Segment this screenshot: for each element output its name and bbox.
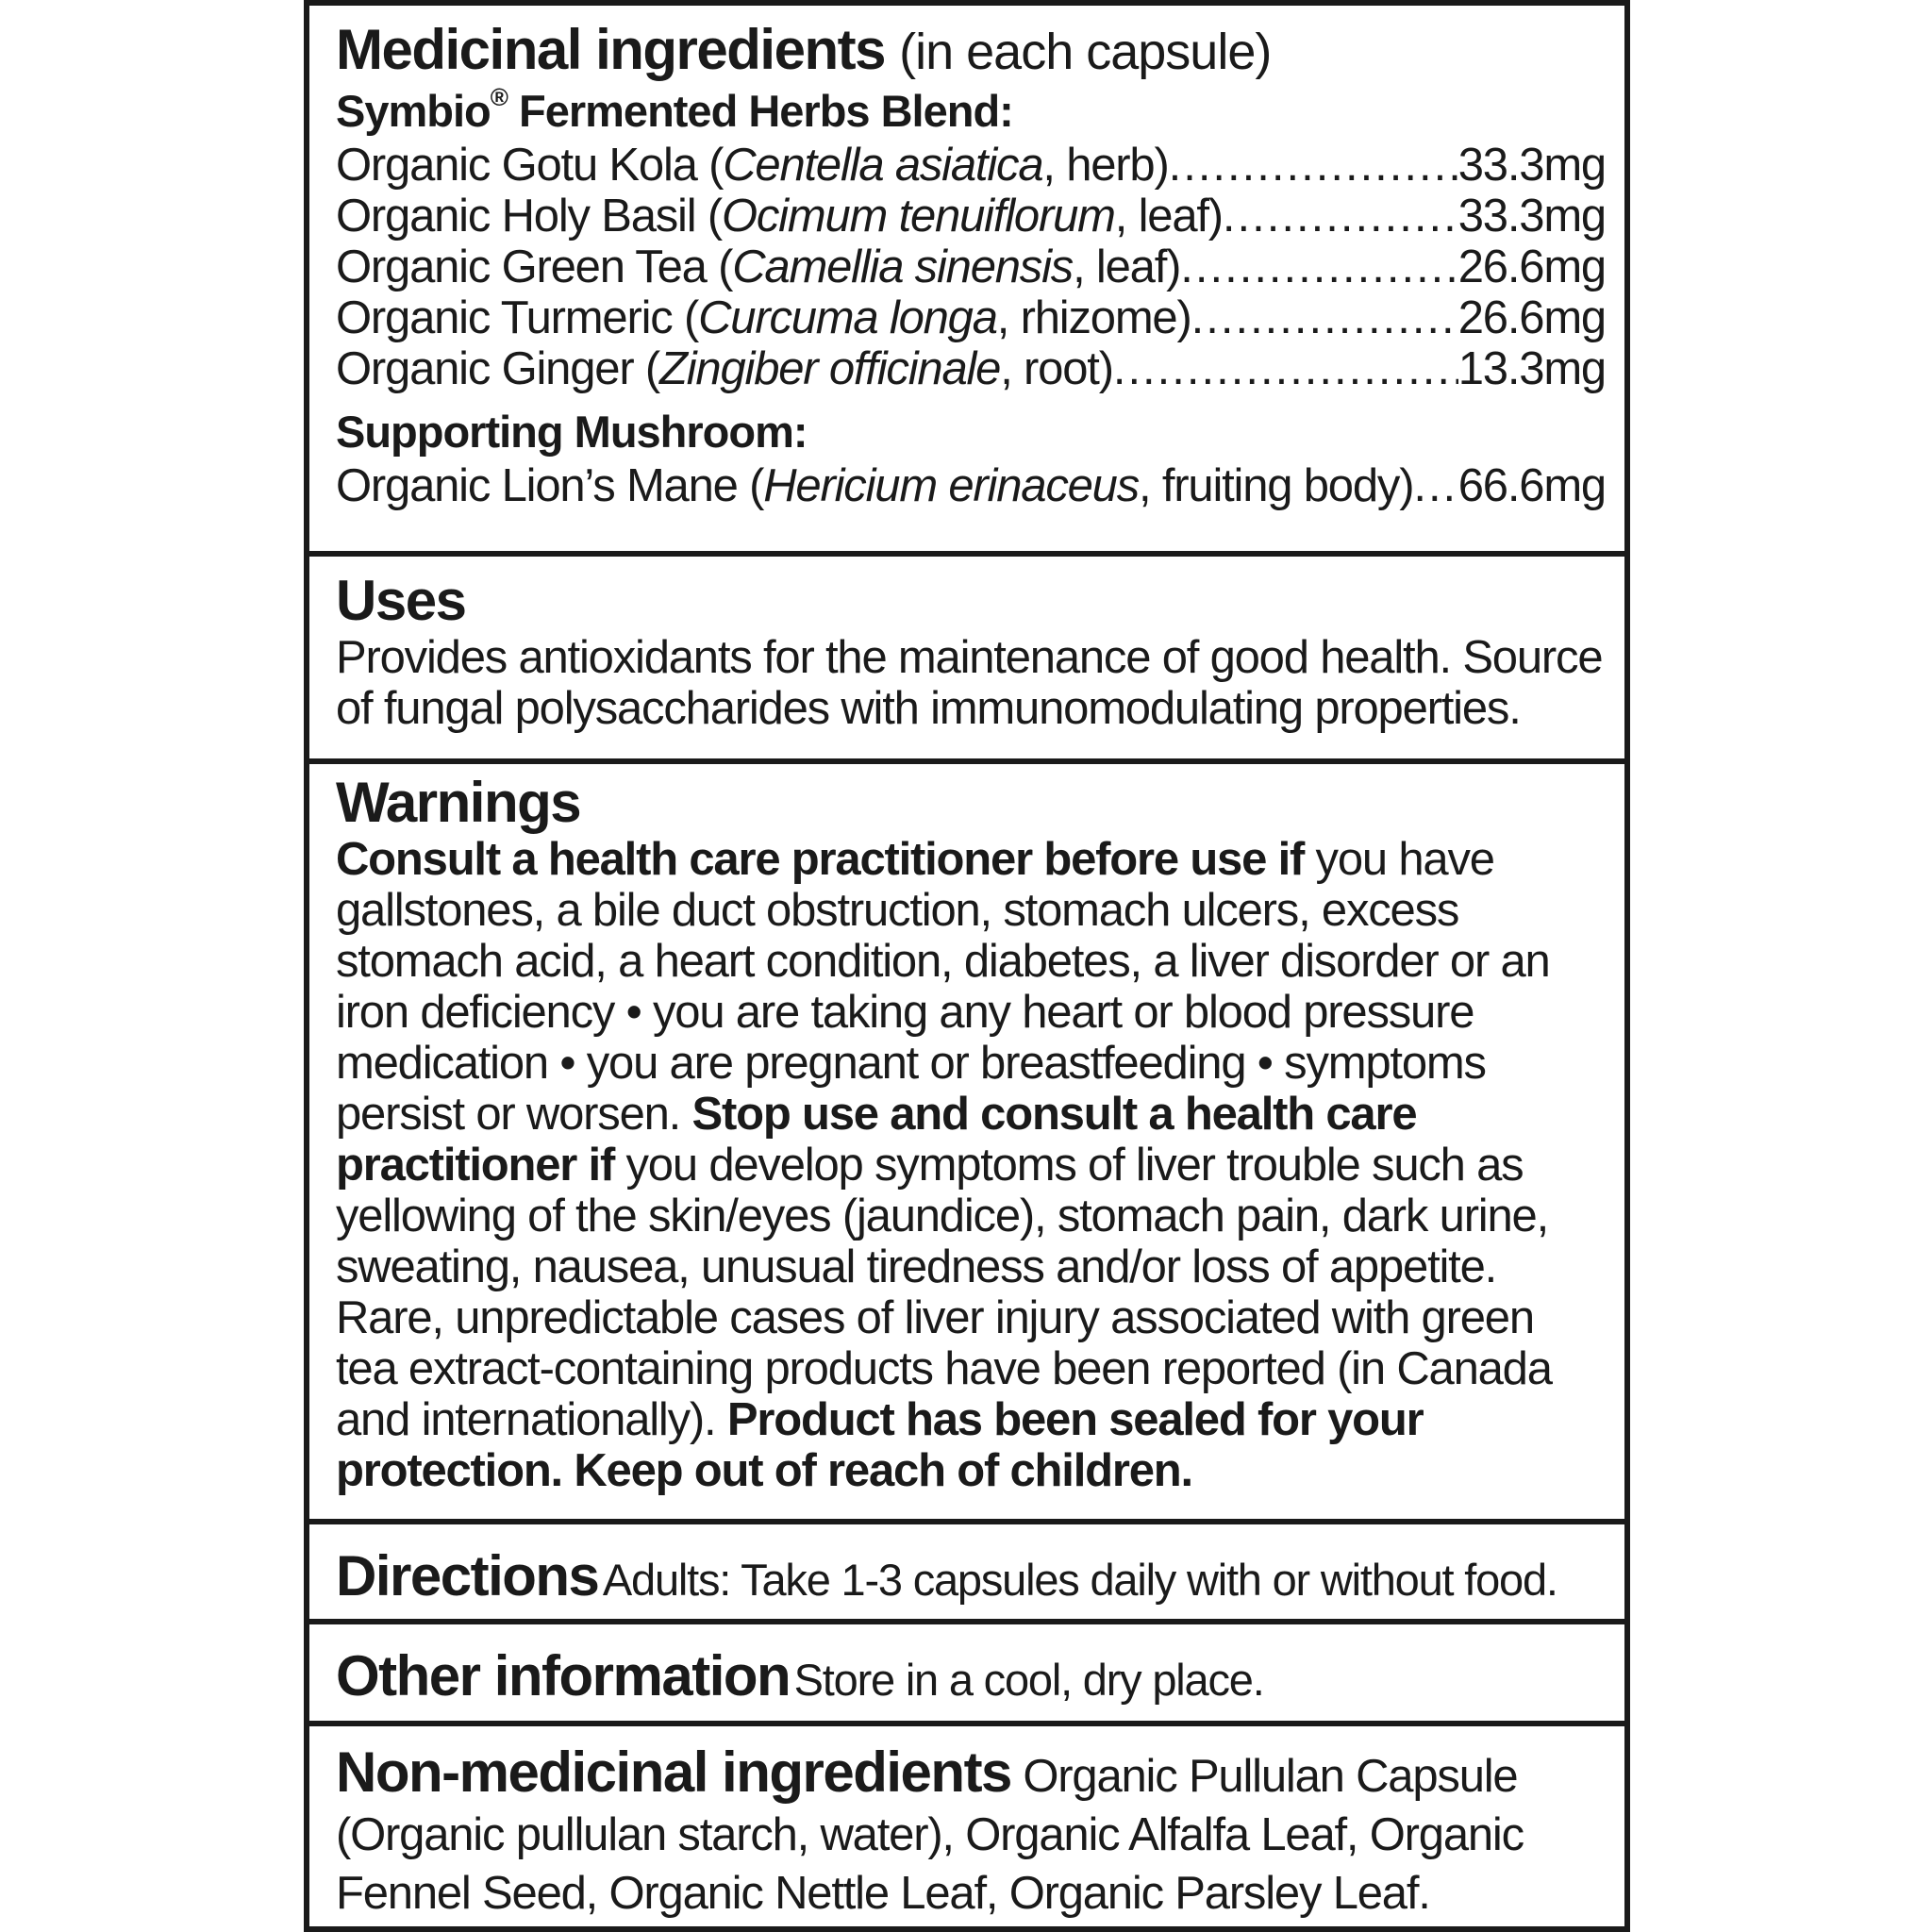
leader-dots [1169, 140, 1458, 191]
other-information-text: Store in a cool, dry place. [793, 1655, 1264, 1705]
leader-dots [1413, 460, 1457, 511]
ingredient-part: , herb) [1042, 140, 1169, 191]
medicinal-heading-note: (in each capsule) [899, 24, 1272, 80]
warning-stop-bold: Stop use and consult a health care practitioner if [336, 1089, 1417, 1191]
ingredient-part: , fruiting body) [1139, 460, 1414, 511]
mushroom-row [336, 460, 1606, 511]
ingredient-description [336, 191, 1223, 242]
ingredient-description [336, 140, 1169, 191]
ingredient-part: , rhizome) [996, 292, 1191, 343]
ingredient-amount: 33.3mg [1457, 140, 1606, 191]
ingredient-amount: 13.3mg [1457, 343, 1606, 394]
ingredient-latin-name: Centella asiatica [723, 140, 1043, 191]
ingredient-latin-name: Curcuma longa [698, 292, 997, 343]
leader-dots [1191, 292, 1458, 343]
ingredient-row [336, 343, 1606, 394]
registered-mark: ® [490, 83, 508, 111]
ingredient-amount: 26.6mg [1457, 292, 1606, 343]
ingredient-row [336, 191, 1606, 242]
blend-heading [336, 83, 1606, 140]
warning-consult-text: you have gallstones, a bile duct obstruction, stomach ulcers, excess stomach acid, a heart condition, diabetes, a liver disorder or an iron deficiency • you are taking any heart or blood pressure medication • you are pregnant or breastfeeding • symptoms persist or worsen. [336, 834, 1550, 1140]
blend-suffix: Fermented Herbs Blend: [519, 86, 1013, 136]
other-information-heading: Other information [336, 1644, 791, 1707]
ingredient-row [336, 140, 1606, 191]
medicinal-ingredients-section [309, 0, 1624, 551]
ingredient-amount: 26.6mg [1457, 242, 1606, 292]
directions-text: Adults: Take 1-3 capsules daily with or without food. [602, 1555, 1557, 1605]
medicinal-heading-line [336, 19, 1606, 83]
ingredient-name: Organic Lion’s Mane ( [336, 460, 764, 511]
ingredient-row [336, 242, 1606, 292]
ingredient-name: Organic Gotu Kola ( [336, 140, 724, 191]
blend-name: Symbio [336, 86, 491, 136]
uses-heading: Uses [336, 569, 466, 632]
non-medicinal-block [336, 1740, 1606, 1923]
warnings-heading: Warnings [336, 771, 581, 834]
ingredient-part: , leaf) [1073, 242, 1181, 292]
other-information-section [309, 1619, 1624, 1721]
ingredient-amount: 66.6mg [1457, 460, 1606, 511]
mushroom-heading: Supporting Mushroom: [336, 407, 808, 457]
ingredient-description [336, 292, 1191, 343]
directions-section [309, 1519, 1624, 1619]
ingredient-latin-name: Camellia sinensis [732, 242, 1074, 292]
leader-dots [1180, 242, 1458, 292]
ingredient-name: Organic Holy Basil ( [336, 191, 722, 242]
warning-stop-text: you develop symptoms of liver trouble such as yellowing of the skin/eyes (jaundice), stomach pain, dark urine, sweating, nausea, unusual tiredness and/or loss of appetite. Rare, unpredictable cases of liver injury associated with green tea extract-containing products have been reported (in Canada and internationally). [336, 1140, 1552, 1445]
non-medicinal-text: Organic Pullulan Capsule (Organic pullulan starch, water), Organic Alfalfa Leaf, Organic Fennel Seed, Organic Nettle Leaf, Organic Parsley Leaf. [336, 1751, 1524, 1919]
ingredient-name: Organic Ginger ( [336, 343, 659, 394]
leader-dots [1223, 191, 1458, 242]
ingredient-description [336, 460, 1413, 511]
ingredient-name: Organic Green Tea ( [336, 242, 733, 292]
ingredient-amount: 33.3mg [1457, 191, 1606, 242]
warning-consult-bold: Consult a health care practitioner before use if [336, 834, 1305, 885]
non-medicinal-heading: Non-medicinal ingredients [336, 1740, 1011, 1804]
warnings-text [336, 834, 1606, 1496]
ingredient-description [336, 242, 1180, 292]
ingredient-latin-name: Hericium erinaceus [763, 460, 1140, 511]
other-information-line [336, 1643, 1606, 1708]
directions-heading: Directions [336, 1544, 599, 1607]
leader-dots [1113, 343, 1458, 394]
directions-line [336, 1543, 1606, 1608]
warning-final-bold: Product has been sealed for your protection. Keep out of reach of children. [336, 1394, 1424, 1496]
uses-text: Provides antioxidants for the maintenance of good health. Source of fungal polysaccharides with immunomodulating properties. [336, 632, 1603, 734]
ingredient-row [336, 292, 1606, 343]
warnings-section [309, 758, 1624, 1519]
ingredient-part: , leaf) [1114, 191, 1223, 242]
ingredient-part: , root) [1000, 343, 1113, 394]
uses-section [309, 551, 1624, 758]
non-medicinal-section [309, 1721, 1624, 1932]
medicinal-heading: Medicinal ingredients [336, 18, 885, 81]
ingredient-description [336, 343, 1113, 394]
ingredient-name: Organic Turmeric ( [336, 292, 699, 343]
supplement-label-panel [304, 0, 1630, 1932]
ingredient-latin-name: Ocimum tenuiflorum [721, 191, 1115, 242]
ingredient-latin-name: Zingiber officinale [659, 343, 1001, 394]
